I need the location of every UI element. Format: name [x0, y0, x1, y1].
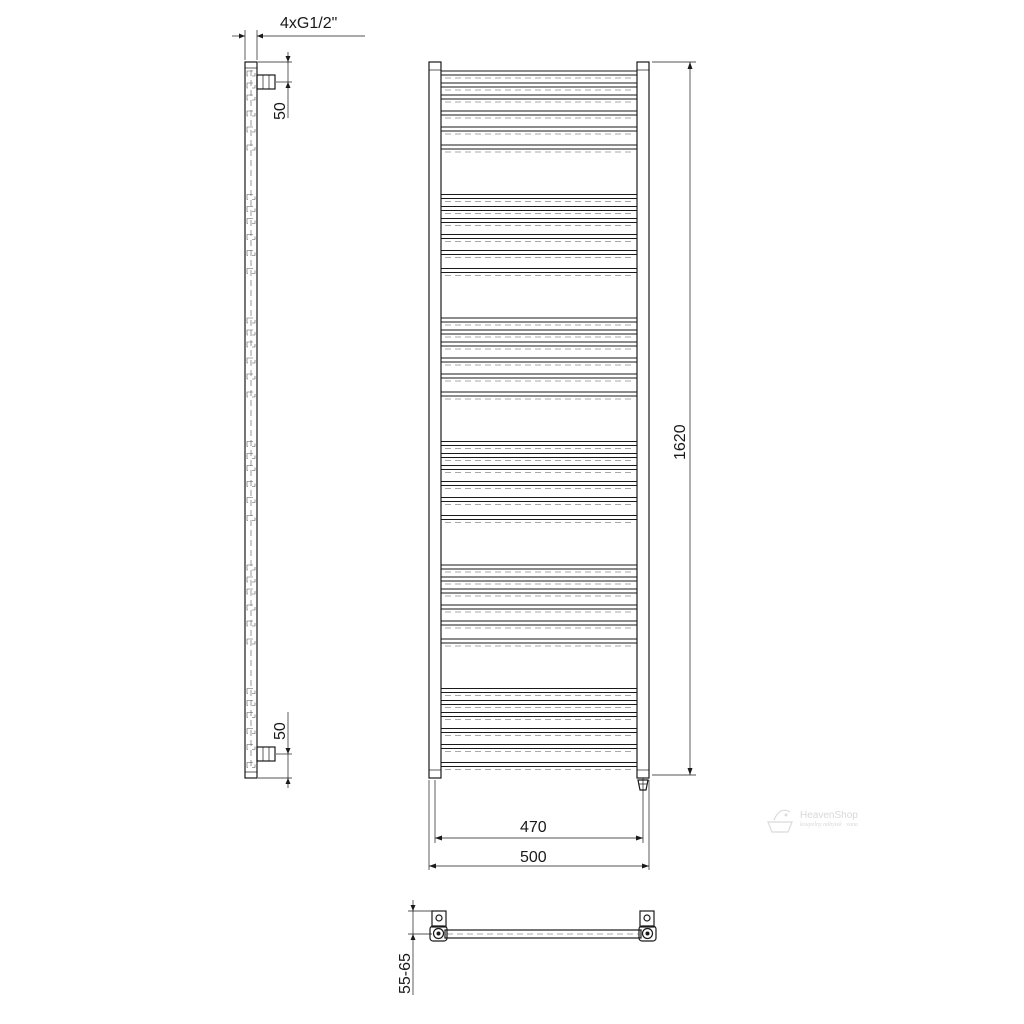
top-offset-label: 50 — [272, 102, 289, 120]
towel-bar — [441, 442, 637, 446]
towel-bar — [441, 318, 637, 322]
towel-bar — [441, 207, 637, 211]
watermark-tagline: koupelny nábytek · vana — [800, 822, 858, 828]
connections-dimension — [232, 15, 365, 60]
towel-bar — [441, 565, 637, 569]
overall-width-label: 500 — [520, 849, 547, 866]
towel-bar — [441, 482, 637, 486]
towel-bar — [441, 145, 637, 149]
towel-bar — [441, 358, 637, 362]
towel-bar — [441, 577, 637, 581]
wall-distance-dimension — [397, 900, 432, 995]
towel-bar — [441, 713, 637, 717]
towel-bar — [441, 127, 637, 131]
towel-bar — [441, 639, 637, 643]
towel-bar — [441, 621, 637, 625]
towel-bar — [441, 689, 637, 693]
right-column — [637, 62, 649, 778]
towel-bar — [441, 95, 637, 99]
side-top-connector — [257, 75, 275, 89]
towel-bar — [441, 219, 637, 223]
towel-bar — [441, 589, 637, 593]
towel-bar — [441, 392, 637, 396]
axis-width-label: 470 — [520, 819, 547, 836]
bottom-offset-label: 50 — [272, 722, 289, 740]
towel-bar — [441, 374, 637, 378]
side-bar-section — [247, 516, 255, 521]
towel-bar — [441, 763, 637, 767]
side-view — [232, 15, 365, 788]
height-label: 1620 — [672, 424, 689, 460]
top-view — [397, 900, 656, 995]
towel-bar — [441, 195, 637, 199]
towel-bar — [441, 605, 637, 609]
towel-bar — [441, 745, 637, 749]
towel-bar — [441, 251, 637, 255]
heating-element — [638, 778, 648, 800]
towel-bar — [441, 83, 637, 87]
towel-bar — [441, 729, 637, 733]
towel-bar — [441, 498, 637, 502]
towel-bar — [441, 111, 637, 115]
towel-bar — [441, 701, 637, 705]
towel-bar — [441, 71, 637, 75]
front-view — [429, 62, 696, 870]
towel-bar — [441, 516, 637, 520]
towel-bar — [441, 466, 637, 470]
side-bottom-connector — [257, 747, 275, 761]
watermark-logo — [768, 810, 858, 832]
towel-bar — [441, 269, 637, 273]
bar-groups — [441, 71, 637, 770]
connections-label: 4xG1/2" — [280, 15, 338, 32]
watermark-name: HeavenShop — [800, 810, 858, 821]
towel-bar — [441, 235, 637, 239]
towel-bar — [441, 330, 637, 334]
wall-distance-label: 55-65 — [397, 953, 414, 994]
axis-width-dimension — [435, 780, 643, 843]
left-column — [429, 62, 441, 778]
towel-bar — [441, 342, 637, 346]
height-dimension — [652, 62, 696, 775]
side-bar-section — [247, 466, 255, 471]
towel-bar — [441, 454, 637, 458]
